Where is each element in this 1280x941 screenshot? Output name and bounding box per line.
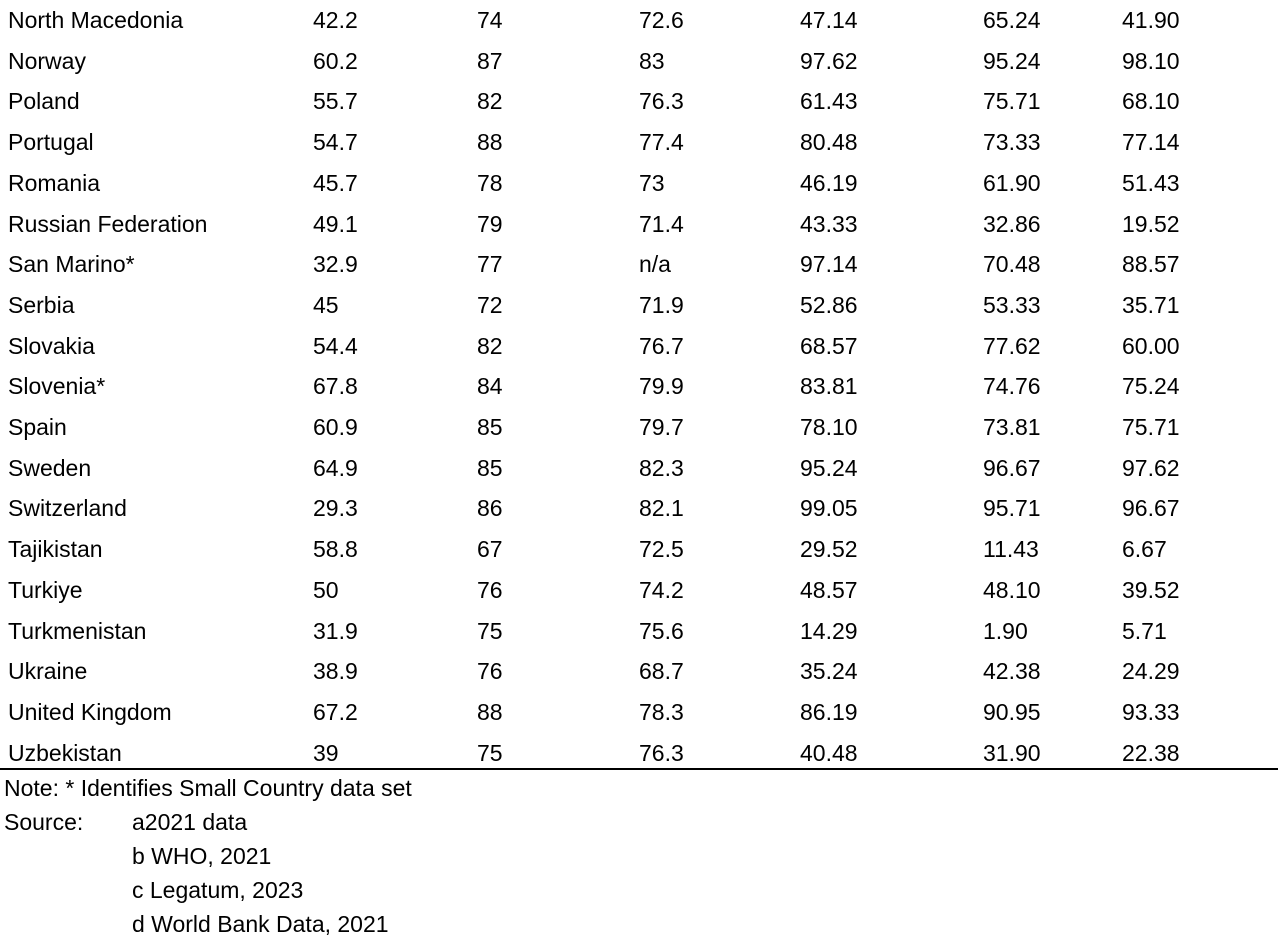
table-row: [0, 41, 1280, 82]
source-item: a2021 data: [132, 809, 248, 835]
table-row: [0, 570, 1280, 611]
value-cell: 67: [477, 536, 503, 563]
value-cell: 31.90: [983, 739, 1041, 766]
value-cell: 82.3: [639, 454, 684, 481]
value-cell: 78: [477, 169, 503, 196]
value-cell: 60.2: [313, 47, 358, 74]
value-cell: 75: [477, 739, 503, 766]
value-cell: 1.90: [983, 617, 1028, 644]
value-cell: 73.33: [983, 129, 1041, 156]
value-cell: 78.10: [800, 414, 858, 441]
value-cell: 86.19: [800, 698, 858, 725]
table-row: [0, 488, 1280, 529]
value-cell: 61.43: [800, 88, 858, 115]
value-cell: 39.52: [1122, 576, 1180, 603]
value-cell: 97.62: [1122, 454, 1180, 481]
value-cell: 65.24: [983, 7, 1041, 33]
value-cell: 67.8: [313, 373, 358, 400]
value-cell: 29.52: [800, 536, 858, 563]
table-row: [0, 244, 1280, 285]
value-cell: 41.90: [1122, 7, 1180, 33]
value-cell: 77.14: [1122, 129, 1180, 156]
country-cell: Slovenia*: [8, 373, 106, 400]
table-row: [0, 204, 1280, 245]
value-cell: 84: [477, 373, 503, 400]
value-cell: 77.4: [639, 129, 684, 156]
value-cell: 54.7: [313, 129, 358, 156]
value-cell: 52.86: [800, 291, 858, 318]
value-cell: 74: [477, 7, 503, 33]
value-cell: 71.4: [639, 210, 684, 237]
value-cell: 54.4: [313, 332, 358, 359]
value-cell: 70.48: [983, 251, 1041, 278]
table-row: [0, 529, 1280, 570]
table-bottom-rule: [0, 768, 1278, 770]
value-cell: 75.24: [1122, 373, 1180, 400]
value-cell: 19.52: [1122, 210, 1180, 237]
country-cell: Serbia: [8, 291, 75, 318]
value-cell: 11.43: [983, 536, 1039, 563]
value-cell: 87: [477, 47, 503, 74]
value-cell: 82: [477, 332, 503, 359]
value-cell: 5.71: [1122, 617, 1167, 644]
country-cell: Ukraine: [8, 658, 88, 685]
value-cell: 83.81: [800, 373, 858, 400]
country-cell: Spain: [8, 414, 67, 441]
value-cell: 82: [477, 88, 503, 115]
value-cell: 14.29: [800, 617, 858, 644]
value-cell: 60.9: [313, 414, 358, 441]
value-cell: 39: [313, 739, 339, 766]
table-row: [0, 326, 1280, 367]
value-cell: 49.1: [313, 210, 358, 237]
value-cell: 73: [639, 169, 665, 196]
value-cell: 48.10: [983, 576, 1041, 603]
value-cell: 50: [313, 576, 339, 603]
value-cell: 61.90: [983, 169, 1041, 196]
table-row: [0, 448, 1280, 489]
table-row: [0, 366, 1280, 407]
value-cell: 78.3: [639, 698, 684, 725]
country-cell: San Marino*: [8, 251, 135, 278]
value-cell: 86: [477, 495, 503, 522]
source-list: [132, 805, 389, 941]
value-cell: 97.62: [800, 47, 858, 74]
country-cell: Poland: [8, 88, 80, 115]
country-cell: Portugal: [8, 129, 94, 156]
value-cell: 64.9: [313, 454, 358, 481]
value-cell: 77: [477, 251, 503, 278]
value-cell: 60.00: [1122, 332, 1180, 359]
value-cell: 53.33: [983, 291, 1041, 318]
value-cell: 98.10: [1122, 47, 1180, 74]
value-cell: 58.8: [313, 536, 358, 563]
value-cell: 76: [477, 576, 503, 603]
value-cell: 95.24: [983, 47, 1041, 74]
table-row: [0, 692, 1280, 733]
value-cell: 40.48: [800, 739, 858, 766]
value-cell: 46.19: [800, 169, 858, 196]
value-cell: 88: [477, 129, 503, 156]
value-cell: 75.6: [639, 617, 684, 644]
value-cell: 99.05: [800, 495, 858, 522]
country-cell: Slovakia: [8, 332, 95, 359]
value-cell: 22.38: [1122, 739, 1180, 766]
value-cell: 88.57: [1122, 251, 1180, 278]
value-cell: 67.2: [313, 698, 358, 725]
country-cell: Switzerland: [8, 495, 127, 522]
value-cell: 71.9: [639, 291, 684, 318]
value-cell: 68.57: [800, 332, 858, 359]
value-cell: 72.5: [639, 536, 684, 563]
value-cell: 79: [477, 210, 503, 237]
value-cell: 82.1: [639, 495, 684, 522]
value-cell: 47.14: [800, 7, 858, 33]
table-row: [0, 611, 1280, 652]
value-cell: 79.9: [639, 373, 684, 400]
country-cell: Turkmenistan: [8, 617, 147, 644]
country-cell: Turkiye: [8, 576, 83, 603]
value-cell: 85: [477, 414, 503, 441]
value-cell: 95.71: [983, 495, 1041, 522]
value-cell: 96.67: [1122, 495, 1180, 522]
table-row: [0, 285, 1280, 326]
value-cell: 42.38: [983, 658, 1041, 685]
value-cell: 68.7: [639, 658, 684, 685]
country-cell: United Kingdom: [8, 698, 172, 725]
value-cell: 76: [477, 658, 503, 685]
value-cell: 75.71: [983, 88, 1041, 115]
value-cell: 83: [639, 47, 665, 74]
value-cell: 72.6: [639, 7, 684, 33]
source-item: d World Bank Data, 2021: [132, 911, 389, 937]
value-cell: 77.62: [983, 332, 1041, 359]
value-cell: 31.9: [313, 617, 358, 644]
value-cell: 68.10: [1122, 88, 1180, 115]
value-cell: 80.48: [800, 129, 858, 156]
value-cell: 75: [477, 617, 503, 644]
value-cell: n/a: [639, 251, 671, 278]
source-item: b WHO, 2021: [132, 843, 272, 869]
value-cell: 90.95: [983, 698, 1041, 725]
source-item: c Legatum, 2023: [132, 877, 304, 903]
value-cell: 85: [477, 454, 503, 481]
value-cell: 96.67: [983, 454, 1041, 481]
value-cell: 35.71: [1122, 291, 1180, 318]
table-row: [0, 81, 1280, 122]
value-cell: 97.14: [800, 251, 858, 278]
country-cell: Russian Federation: [8, 210, 208, 237]
value-cell: 79.7: [639, 414, 684, 441]
value-cell: 48.57: [800, 576, 858, 603]
value-cell: 74.76: [983, 373, 1041, 400]
note-text: Note: * Identifies Small Country data set: [4, 775, 412, 801]
value-cell: 95.24: [800, 454, 858, 481]
value-cell: 32.86: [983, 210, 1041, 237]
value-cell: 42.2: [313, 7, 358, 33]
value-cell: 29.3: [313, 495, 358, 522]
value-cell: 73.81: [983, 414, 1041, 441]
value-cell: 45.7: [313, 169, 358, 196]
source-row: [4, 805, 412, 941]
value-cell: 74.2: [639, 576, 684, 603]
table-row: [0, 122, 1280, 163]
value-cell: 88: [477, 698, 503, 725]
country-cell: Uzbekistan: [8, 739, 122, 766]
table-row: [0, 651, 1280, 692]
value-cell: 32.9: [313, 251, 358, 278]
value-cell: 93.33: [1122, 698, 1180, 725]
table-row: [0, 163, 1280, 204]
table-row: [0, 407, 1280, 448]
value-cell: 55.7: [313, 88, 358, 115]
country-cell: Sweden: [8, 454, 92, 481]
value-cell: 76.7: [639, 332, 684, 359]
value-cell: 72: [477, 291, 503, 318]
country-cell: North Macedonia: [8, 7, 184, 33]
value-cell: 38.9: [313, 658, 358, 685]
value-cell: 24.29: [1122, 658, 1180, 685]
country-cell: Tajikistan: [8, 536, 103, 563]
value-cell: 76.3: [639, 739, 684, 766]
value-cell: 35.24: [800, 658, 858, 685]
value-cell: 45: [313, 291, 339, 318]
value-cell: 51.43: [1122, 169, 1180, 196]
value-cell: 75.71: [1122, 414, 1180, 441]
source-label: Source:: [4, 809, 84, 835]
value-cell: 6.67: [1122, 536, 1167, 563]
value-cell: 43.33: [800, 210, 858, 237]
table-row: [0, 0, 1280, 41]
value-cell: 76.3: [639, 88, 684, 115]
country-cell: Norway: [8, 47, 86, 74]
country-cell: Romania: [8, 169, 101, 196]
table-notes: [4, 771, 412, 941]
